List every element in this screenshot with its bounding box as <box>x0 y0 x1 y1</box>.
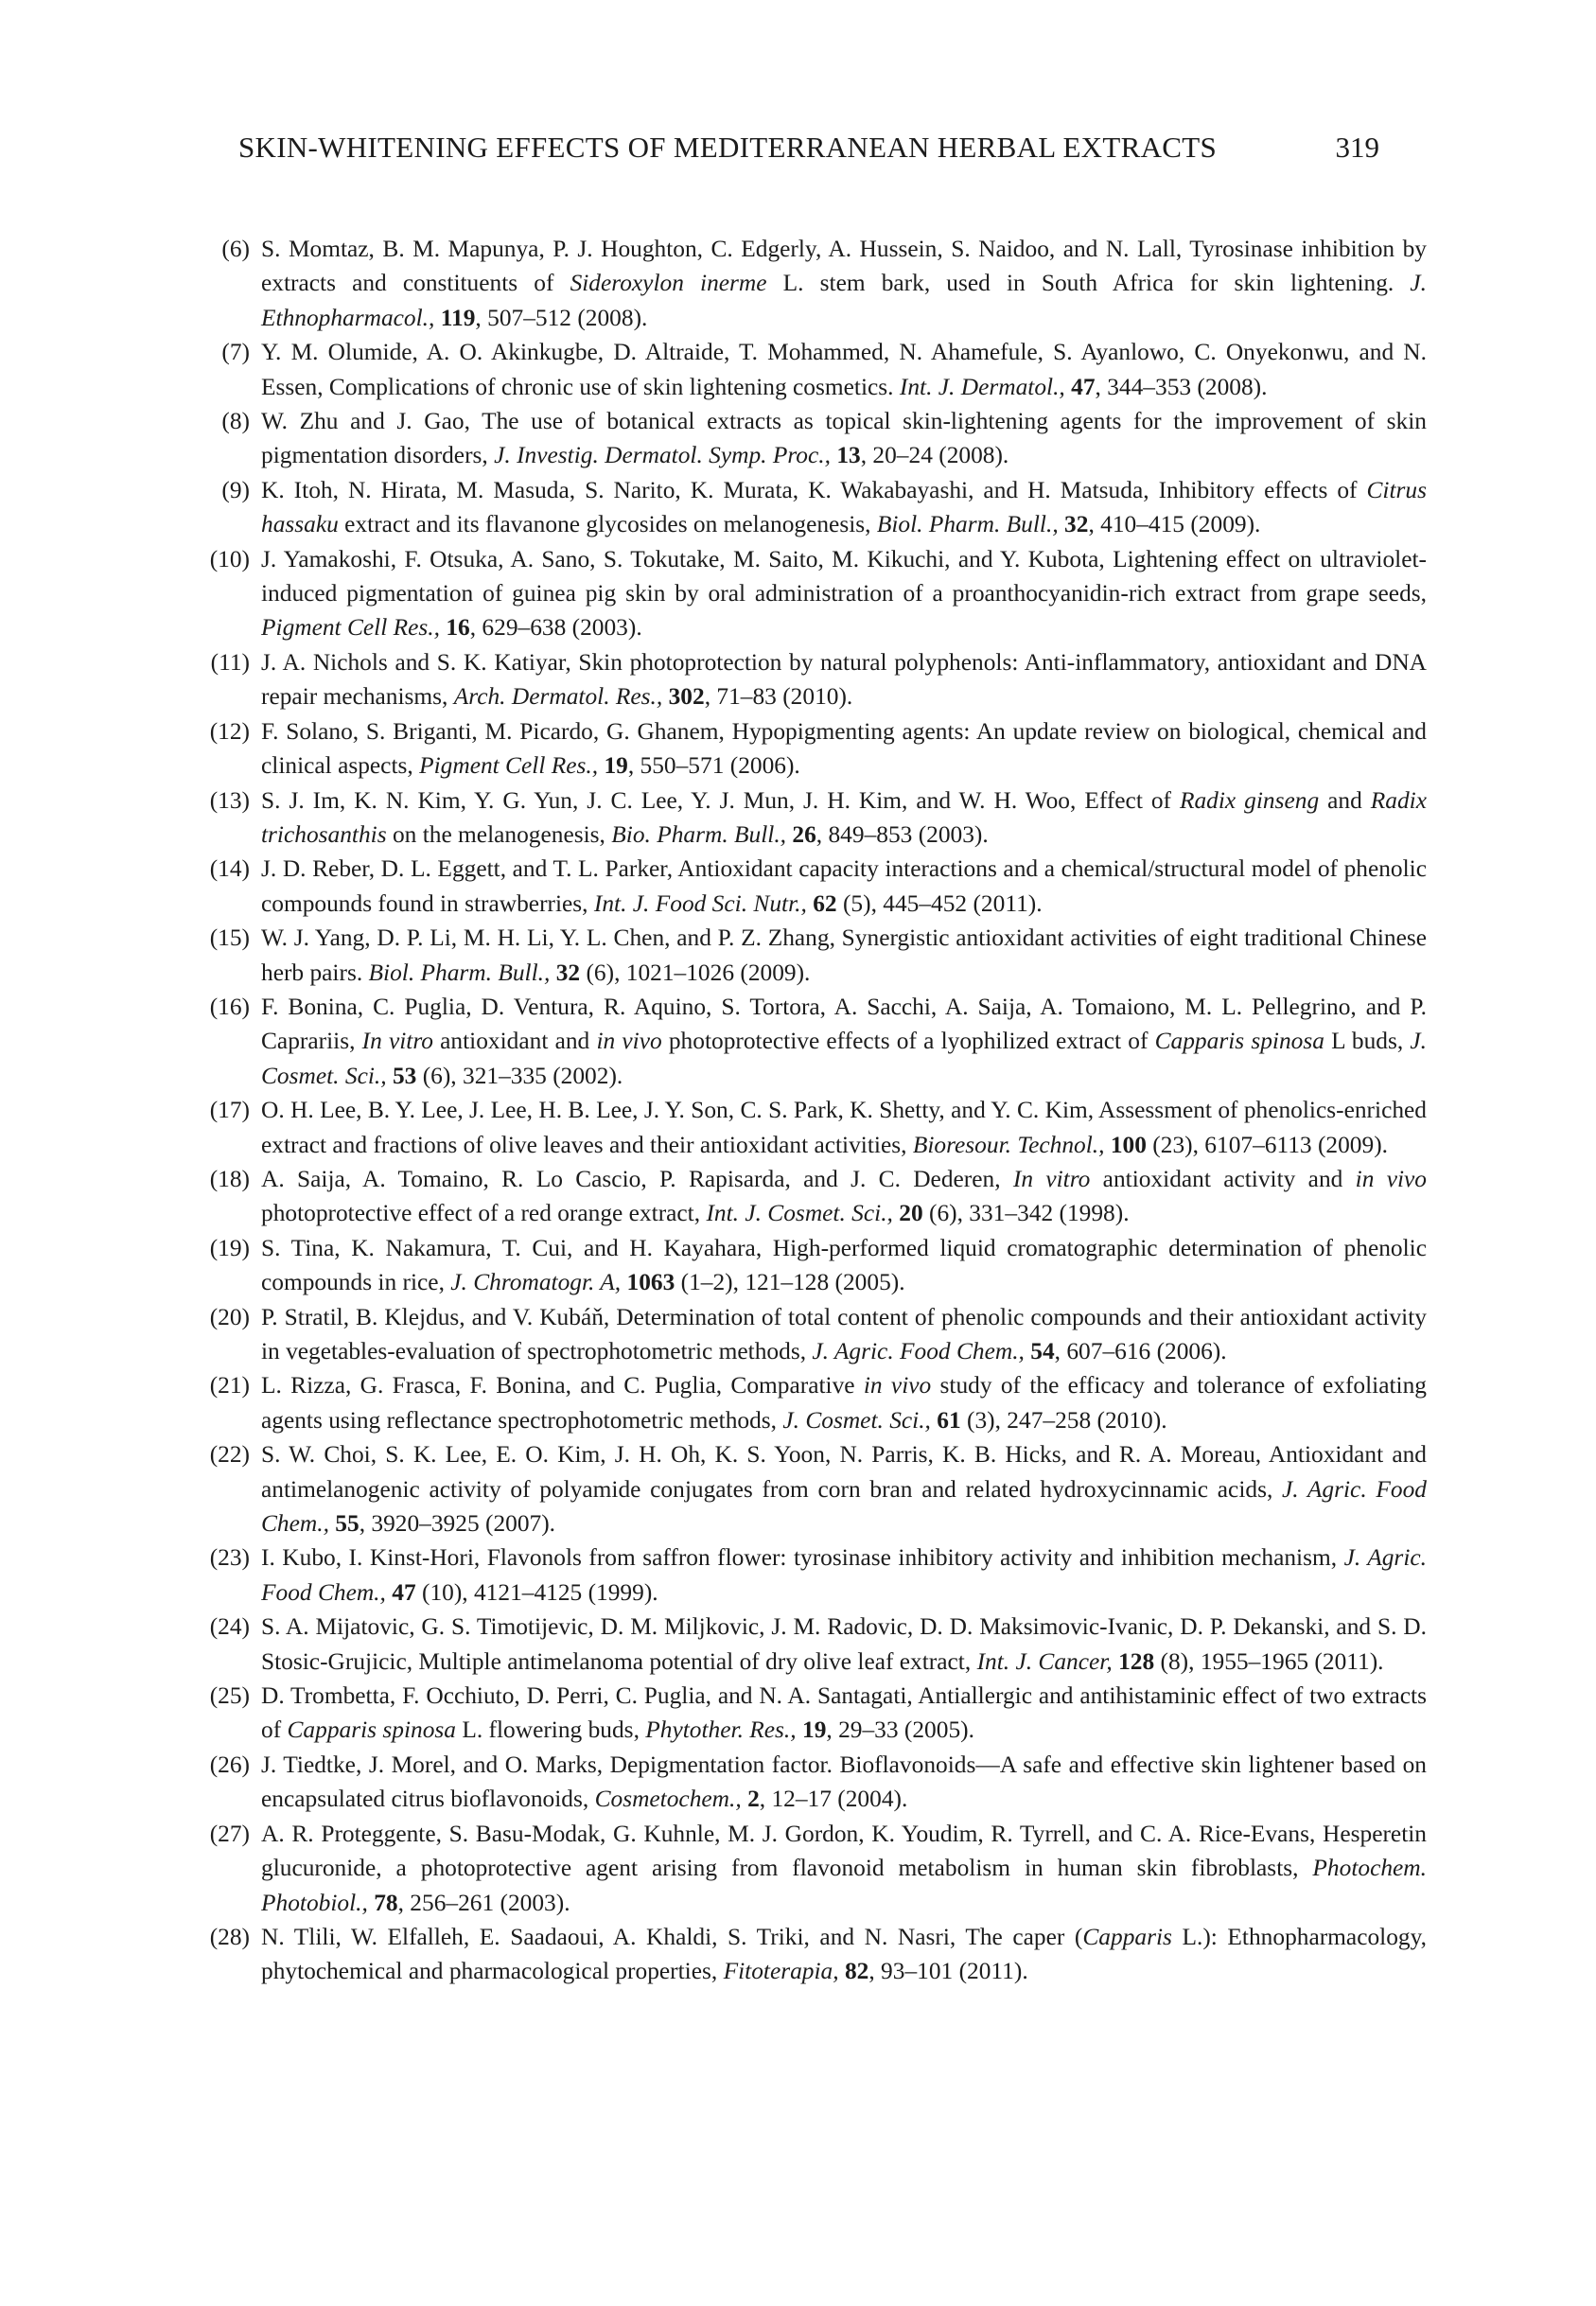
reference-italic-text: Citrus hassaku <box>261 476 1427 538</box>
reference-italic-text: In vitro <box>361 1028 433 1055</box>
reference-text-segment: I. Kubo, I. Kinst-Hori, Flavonols from saffron flower: tyrosinase inhibitory activity and inhibition mechanism, <box>261 1544 1344 1572</box>
reference-number: (20) <box>209 1303 250 1330</box>
reference-text-segment: , 607–616 (2006). <box>1054 1338 1227 1364</box>
reference-text-segment: , 550–571 (2006). <box>627 752 800 780</box>
reference-text-segment: (23), 6107–6113 (2009). <box>1146 1131 1388 1158</box>
reference-text <box>261 1924 1427 1984</box>
reference-text-segment: study of the efficacy and tolerance of exfoliating agents using reflectance spectrophotometric methods, <box>261 1372 1428 1434</box>
reference-item <box>197 1540 1427 1610</box>
reference-item <box>197 990 1427 1093</box>
reference-text-segment: J. Tiedtke, J. Morel, and O. Marks, Depigmentation factor. Bioflavonoids—A safe and effective skin lightener based on encapsulated citrus bioflavonoids, <box>261 1751 1427 1813</box>
reference-italic-text: J. Agric. Food Chem., <box>812 1338 1025 1364</box>
reference-text <box>261 718 1427 779</box>
reference-text-segment: S. J. Im, K. N. Kim, Y. G. Yun, J. C. Lee, Y. J. Mun, J. H. Kim, and W. H. Woo, Effect of <box>261 786 1180 814</box>
reference-text-segment: J. Yamakoshi, F. Otsuka, A. Sano, S. Tokutake, M. Saito, M. Kikuchi, and Y. Kubota, Lightening effect on ultraviolet-induced pigmentation of guinea pig skin by oral administration of a proanthocyanidin-rich extract from grape seeds, <box>261 545 1427 607</box>
reference-text <box>261 408 1427 468</box>
reference-number: (28) <box>209 1923 250 1950</box>
reference-text <box>261 1166 1427 1226</box>
reference-italic-text: Photochem. Photobiol., <box>261 1855 1427 1916</box>
reference-italic-text: Biol. Pharm. Bull., <box>876 511 1059 538</box>
reference-text-segment: A. R. Proteggente, S. Basu-Modak, G. Kuhnle, M. J. Gordon, K. Youdim, R. Tyrrell, and C. A. Rice-Evans, Hesperetin glucuronide, a photoprotective agent arising from flavonoid metabolism in human skin fibroblasts, <box>261 1820 1427 1882</box>
reference-text <box>261 1613 1427 1674</box>
reference-text <box>261 477 1427 537</box>
reference-volume: 62 <box>813 889 837 917</box>
reference-italic-text: J. Cosmet. Sci., <box>782 1406 931 1434</box>
reference-text-segment: S. A. Mijatovic, G. S. Timotijevic, D. M. Miljkovic, J. M. Radovic, D. D. Maksimovic-Ivanic, D. P. Dekanski, and S. D. Stosic-Grujicic, Multiple antimelanoma potential of dry olive leaf extract, <box>261 1613 1427 1675</box>
reference-text-segment: J. A. Nichols and S. K. Katiyar, Skin photoprotection by natural polyphenols: Anti-inflammatory, antioxidant and DNA repair mechanisms, <box>261 648 1427 711</box>
reference-volume: 1063 <box>626 1269 675 1296</box>
reference-text-segment: , 849–853 (2003). <box>816 820 989 848</box>
reference-italic-text: J. Ethnopharmacol., <box>261 270 1428 331</box>
reference-volume: 19 <box>604 752 628 780</box>
reference-number: (16) <box>209 993 250 1020</box>
reference-italic-text: Biol. Pharm. Bull., <box>368 959 551 986</box>
reference-text-segment: and <box>1319 786 1371 814</box>
reference-text-segment: , 20–24 (2008). <box>860 442 1009 469</box>
reference-number: (23) <box>209 1544 250 1572</box>
reference-italic-text: Cosmetochem., <box>594 1786 742 1813</box>
reference-volume: 13 <box>836 442 861 469</box>
reference-item <box>197 404 1427 473</box>
reference-text-segment: , 629–638 (2003). <box>469 614 642 642</box>
page-number: 319 <box>1335 131 1379 164</box>
reference-item <box>197 714 1427 783</box>
reference-item <box>197 1679 1427 1748</box>
reference-item <box>197 1817 1427 1920</box>
reference-number: (14) <box>209 855 250 883</box>
reference-text-segment: W. Zhu and J. Gao, The use of botanical extracts as topical skin-lightening agents for the improvement of skin pigmentation disorders, <box>261 408 1427 469</box>
reference-text-segment: S. W. Choi, S. K. Lee, E. O. Kim, J. H. Oh, K. S. Yoon, N. Parris, K. B. Hicks, and R. A. Moreau, Antioxidant and antimelanogenic activity of polyamide conjugates from corn bran and related hydroxycinnamic acids, <box>261 1441 1427 1503</box>
reference-item <box>197 852 1427 921</box>
reference-italic-text: Radix ginseng <box>1179 786 1320 814</box>
reference-text-segment: A. Saija, A. Tomaino, R. Lo Cascio, P. Rapisarda, and J. C. Dederen, <box>261 1165 1013 1192</box>
reference-item <box>197 1920 1427 1989</box>
reference-italic-text: In vitro <box>1012 1165 1091 1192</box>
reference-text <box>261 1097 1427 1157</box>
reference-text-segment: L.): Ethnopharmacology, phytochemical and pharmacological properties, <box>261 1923 1428 1985</box>
reference-text <box>261 1304 1427 1364</box>
reference-italic-text: Phytother. Res., <box>645 1716 797 1744</box>
reference-volume: 54 <box>1030 1338 1055 1364</box>
reference-text-segment: L. stem bark, used in South Africa for skin lightening. <box>766 270 1411 297</box>
reference-volume: 53 <box>392 1062 417 1089</box>
reference-text-segment: (3), 247–258 (2010). <box>960 1406 1167 1434</box>
reference-italic-text: Bioresour. Technol., <box>912 1131 1105 1158</box>
reference-number: (11) <box>210 648 250 676</box>
reference-italic-text: J. Cosmet. Sci., <box>261 1028 1428 1089</box>
reference-volume: 47 <box>392 1578 416 1606</box>
reference-text-segment: J. D. Reber, D. L. Eggett, and T. L. Parker, Antioxidant capacity interactions and a chemical/structural model of phenolic compounds found in strawberries, <box>261 855 1427 917</box>
reference-text-segment: (6), 321–335 (2002). <box>416 1062 623 1089</box>
reference-text-segment: extract and its flavanone glycosides on melanogenesis, <box>338 511 877 538</box>
reference-italic-text: Int. J. Cancer, <box>976 1647 1113 1675</box>
reference-number: (19) <box>209 1234 250 1261</box>
reference-volume: 82 <box>844 1958 869 1985</box>
reference-text <box>261 855 1427 916</box>
reference-text-segment: , 256–261 (2003). <box>397 1889 570 1916</box>
reference-number: (25) <box>209 1682 250 1710</box>
reference-item <box>197 335 1427 404</box>
reference-italic-text: Capparis spinosa <box>1154 1028 1324 1055</box>
reference-italic-text: in vivo <box>1355 1165 1427 1192</box>
reference-text-segment: P. Stratil, B. Klejdus, and V. Kubáň, Determination of total content of phenolic compounds and their antioxidant activity in vegetables-evaluation of spectrophotometric methods, <box>261 1303 1427 1364</box>
reference-text-segment: (6), 331–342 (1998). <box>922 1200 1130 1227</box>
reference-text-segment: photoprotective effects of a lyophilized extract of <box>661 1028 1155 1055</box>
reference-number: (17) <box>209 1097 250 1124</box>
reference-number: (15) <box>209 924 250 952</box>
reference-italic-text: J. Agric. Food Chem., <box>261 1475 1427 1538</box>
reference-text <box>261 1235 1427 1295</box>
reference-item <box>197 542 1427 645</box>
reference-italic-text: Int. J. Dermatol., <box>899 373 1065 400</box>
reference-text <box>261 1441 1427 1537</box>
running-title: SKIN-WHITENING EFFECTS OF MEDITERRANEAN HERBAL EXTRACTS <box>238 131 1218 164</box>
reference-text <box>261 339 1427 399</box>
reference-italic-text: Capparis spinosa <box>287 1716 456 1744</box>
reference-italic-text: Radix trichosanthis <box>261 786 1427 848</box>
reference-italic-text: Int. J. Cosmet. Sci., <box>706 1200 893 1227</box>
reference-item <box>197 783 1427 853</box>
reference-italic-text: Int. J. Food Sci. Nutr., <box>593 889 807 917</box>
reference-text <box>261 1372 1427 1433</box>
reference-text-segment: K. Itoh, N. Hirata, M. Masuda, S. Narito, K. Murata, K. Wakabayashi, and H. Matsuda, Inhibitory effects of <box>261 476 1367 503</box>
reference-volume: 26 <box>792 820 816 848</box>
reference-text-segment: N. Tlili, W. Elfalleh, E. Saadaoui, A. Khaldi, S. Triki, and N. Nasri, The caper ( <box>261 1923 1083 1950</box>
reference-text <box>261 994 1427 1089</box>
reference-volume: 128 <box>1118 1647 1155 1675</box>
reference-item <box>197 645 1427 714</box>
reference-italic-text: Arch. Dermatol. Res., <box>453 683 663 711</box>
reference-number: (27) <box>209 1820 250 1847</box>
reference-text-segment: S. Momtaz, B. M. Mapunya, P. J. Houghton, C. Edgerly, A. Hussein, S. Naidoo, and N. Lall, Tyrosinase inhibition by extracts and constituents of <box>261 236 1427 297</box>
reference-text-segment: O. H. Lee, B. Y. Lee, J. Lee, H. B. Lee, J. Y. Son, C. S. Park, K. Shetty, and Y. C. Kim, Assessment of phenolics-enriched extract and fractions of olive leaves and their antioxidant activities, <box>261 1097 1427 1158</box>
reference-text-segment: L buds, <box>1324 1028 1411 1055</box>
reference-italic-text: J. Agric. Food Chem., <box>261 1544 1427 1606</box>
reference-volume: 20 <box>899 1200 923 1227</box>
reference-italic-text: Fitoterapia, <box>723 1958 839 1985</box>
reference-text-segment: , 29–33 (2005). <box>826 1716 974 1744</box>
reference-text <box>261 1752 1427 1812</box>
reference-text <box>261 1682 1427 1743</box>
reference-volume: 100 <box>1110 1131 1147 1158</box>
reference-italic-text: J. Chromatogr. A, <box>450 1269 622 1296</box>
reference-text-segment: (1–2), 121–128 (2005). <box>675 1269 905 1296</box>
reference-text-segment: L. Rizza, G. Frasca, F. Bonina, and C. Puglia, Comparative <box>261 1372 864 1399</box>
reference-text <box>261 546 1427 642</box>
reference-number: (6) <box>221 236 250 262</box>
reference-volume: 2 <box>747 1786 760 1813</box>
reference-item <box>197 1300 1427 1369</box>
running-header <box>238 131 1379 168</box>
reference-volume: 32 <box>555 959 581 986</box>
reference-text-segment: , 344–353 (2008). <box>1095 373 1268 400</box>
reference-item <box>197 1368 1427 1437</box>
reference-item <box>197 921 1427 990</box>
reference-text-segment: (5), 445–452 (2011). <box>836 889 1043 917</box>
reference-text-segment: F. Solano, S. Briganti, M. Picardo, G. Ghanem, Hypopigmenting agents: An update review on biological, chemical and clinical aspects, <box>261 717 1427 780</box>
reference-item <box>197 473 1427 542</box>
reference-text <box>261 236 1427 331</box>
reference-text-segment: , 3920–3925 (2007). <box>359 1510 556 1538</box>
reference-item <box>197 1162 1427 1231</box>
reference-volume: 19 <box>802 1716 827 1744</box>
reference-number: (10) <box>209 545 250 572</box>
reference-text-segment: (8), 1955–1965 (2011). <box>1154 1647 1384 1675</box>
reference-text-segment: Y. M. Olumide, A. O. Akinkugbe, D. Altraide, T. Mohammed, N. Ahamefule, S. Ayanlowo, C. Onyekonwu, and N. Essen, Complications of chronic use of skin lightening cosmetics. <box>261 339 1427 400</box>
reference-text-segment: , 410–415 (2009). <box>1088 511 1261 538</box>
reference-text <box>261 924 1427 985</box>
reference-italic-text: Bio. Pharm. Bull., <box>611 820 787 848</box>
reference-item <box>197 232 1427 335</box>
reference-item <box>197 1231 1427 1300</box>
reference-volume: 47 <box>1071 373 1096 400</box>
reference-italic-text: Pigment Cell Res., <box>261 614 440 642</box>
reference-volume: 61 <box>937 1406 961 1434</box>
reference-number: (26) <box>209 1751 250 1778</box>
reference-number: (24) <box>209 1613 250 1641</box>
reference-italic-text: in vivo <box>596 1028 662 1055</box>
reference-text-segment: (6), 1021–1026 (2009). <box>580 959 811 986</box>
reference-number: (12) <box>209 717 250 745</box>
reference-item <box>197 1748 1427 1817</box>
reference-volume: 78 <box>374 1889 398 1916</box>
reference-volume: 55 <box>335 1510 360 1538</box>
reference-volume: 119 <box>440 304 476 331</box>
reference-text-segment: F. Bonina, C. Puglia, D. Ventura, R. Aquino, S. Tortora, A. Sacchi, A. Saija, A. Tomaiono, M. L. Pellegrino, and P. Caprariis, <box>261 993 1427 1055</box>
reference-italic-text: Sideroxylon inerme <box>570 270 767 297</box>
reference-italic-text: Pigment Cell Res., <box>419 752 599 780</box>
reference-item <box>197 1610 1427 1679</box>
reference-text-segment: , 71–83 (2010). <box>704 683 853 711</box>
reference-text <box>261 1821 1427 1916</box>
reference-text-segment: L. flowering buds, <box>455 1716 646 1744</box>
reference-volume: 16 <box>446 614 470 642</box>
reference-volume: 302 <box>668 683 705 711</box>
reference-text-segment: (10), 4121–4125 (1999). <box>415 1578 658 1606</box>
reference-text-segment: photoprotective effect of a red orange extract, <box>261 1200 707 1227</box>
reference-italic-text: in vivo <box>863 1372 932 1399</box>
reference-number: (9) <box>221 476 250 503</box>
reference-text-segment: W. J. Yang, D. P. Li, M. H. Li, Y. L. Chen, and P. Z. Zhang, Synergistic antioxidant activities of eight traditional Chinese herb pairs. <box>261 924 1427 986</box>
reference-text-segment: , 12–17 (2004). <box>759 1786 908 1813</box>
reference-text <box>261 1544 1427 1605</box>
reference-text-segment: , 507–512 (2008). <box>475 304 648 331</box>
reference-text-segment: S. Tina, K. Nakamura, T. Cui, and H. Kayahara, High-performed liquid cromatographic determination of phenolic compounds in rice, <box>261 1234 1427 1296</box>
reference-item <box>197 1437 1427 1540</box>
reference-volume: 32 <box>1064 511 1089 538</box>
reference-list <box>197 232 1427 1989</box>
reference-text <box>261 649 1427 710</box>
reference-text-segment: antioxidant and <box>432 1028 597 1055</box>
reference-italic-text: Capparis <box>1082 1923 1172 1950</box>
reference-text-segment: antioxidant activity and <box>1090 1165 1356 1192</box>
reference-number: (7) <box>221 339 250 366</box>
reference-item <box>197 1093 1427 1162</box>
reference-text-segment: D. Trombetta, F. Occhiuto, D. Perri, C. Puglia, and N. A. Santagati, Antiallergic and antihistaminic effect of two extracts of <box>261 1682 1427 1744</box>
reference-number: (22) <box>209 1441 250 1469</box>
reference-text <box>261 787 1427 848</box>
reference-number: (21) <box>209 1372 250 1399</box>
reference-number: (13) <box>209 786 250 814</box>
reference-italic-text: J. Investig. Dermatol. Symp. Proc., <box>494 442 831 469</box>
reference-number: (18) <box>209 1165 250 1192</box>
reference-text-segment: on the melanogenesis, <box>386 820 612 848</box>
reference-number: (8) <box>221 408 250 435</box>
reference-text-segment: , 93–101 (2011). <box>868 1958 1028 1985</box>
